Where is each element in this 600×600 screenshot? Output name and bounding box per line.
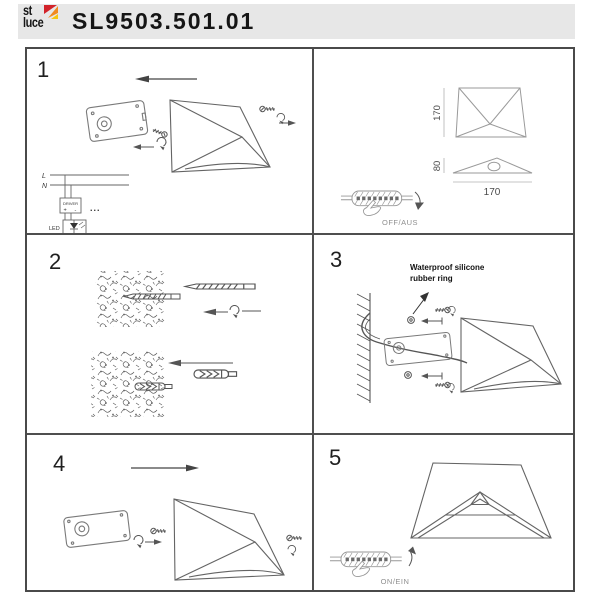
panel-step-5 (314, 435, 573, 590)
screw-bottom (421, 373, 454, 394)
lamp-body-drawing (461, 318, 561, 392)
dimensions-illustration (314, 49, 573, 233)
screw-fastening-right (260, 106, 296, 125)
step4-illustration (27, 435, 312, 590)
panel-step-4 (27, 435, 312, 590)
screw-fastening-left (133, 127, 168, 150)
brand-logo-icon (44, 5, 58, 19)
screwing-direction-arrow (203, 305, 261, 318)
switch-on-arrow (408, 547, 416, 567)
cord-switch-drawing (341, 191, 413, 216)
live-label: L (42, 173, 46, 180)
minus-label: - (74, 207, 77, 214)
front-view-drawing (456, 88, 526, 137)
insert-direction-arrow (168, 360, 233, 366)
wall-anchor (194, 370, 237, 378)
led-label: LED (49, 226, 60, 232)
step2-illustration (27, 235, 312, 433)
brand-logo (23, 4, 43, 28)
step-number: 5 (329, 445, 342, 470)
power-cable-inner-line (365, 319, 380, 339)
ellipsis-label: ... (90, 203, 101, 213)
step-number: 3 (330, 247, 343, 272)
screw-fastening-left (134, 528, 166, 548)
mounting-plate-drawing (63, 510, 130, 548)
screw-top (421, 306, 455, 324)
lamp-body-drawing (170, 100, 270, 172)
lamp-body-drawing (174, 499, 284, 580)
panel-dimensions (314, 49, 573, 233)
panel-step-2 (27, 235, 312, 433)
seal-note-line2: rubber ring (410, 273, 453, 283)
panel-step-1 (27, 49, 312, 233)
step-number: 1 (37, 57, 50, 82)
wall-drawing (357, 293, 370, 403)
panel-step-3 (314, 235, 573, 433)
step3-illustration (314, 235, 573, 433)
driver-label: DRIVER (62, 201, 79, 206)
slide-direction-arrow (131, 465, 199, 472)
dim-width-value: 170 (483, 187, 501, 198)
cord-switch-drawing (330, 552, 402, 577)
bottom-view-drawing (453, 158, 532, 173)
installed-lamp-drawing (411, 463, 551, 538)
step1-illustration (27, 49, 312, 233)
mounting-plate-drawing (86, 100, 148, 142)
brand-logo-line2: luce (23, 14, 44, 30)
silicone-ring-top (408, 317, 415, 324)
switch-off-label: OFF/AUS (381, 218, 419, 227)
dim-depth-value: 80 (432, 160, 443, 172)
switch-off-arrow (415, 192, 424, 210)
step-number: 2 (49, 249, 62, 274)
step-number: 4 (53, 451, 66, 476)
step5-illustration (314, 435, 573, 590)
silicone-ring-bottom (405, 372, 412, 379)
seal-callout-arrow (413, 292, 429, 314)
wall-texture-bottom (91, 351, 165, 417)
brand-logo-line1: st (23, 2, 32, 18)
switch-on-label: ON/EIN (380, 577, 410, 586)
drill-bit (185, 284, 255, 289)
seal-note-line1: Waterproof silicone (410, 263, 485, 272)
neutral-label: N (42, 183, 48, 190)
screw-fastening-right (287, 535, 302, 556)
dim-height-value: 170 (432, 105, 443, 121)
slide-direction-arrow (135, 76, 197, 83)
instruction-grid (25, 47, 575, 592)
plus-label: + (63, 207, 67, 214)
mounting-plate-drawing (384, 332, 452, 366)
page-title: SL9503.501.01 (72, 8, 256, 34)
